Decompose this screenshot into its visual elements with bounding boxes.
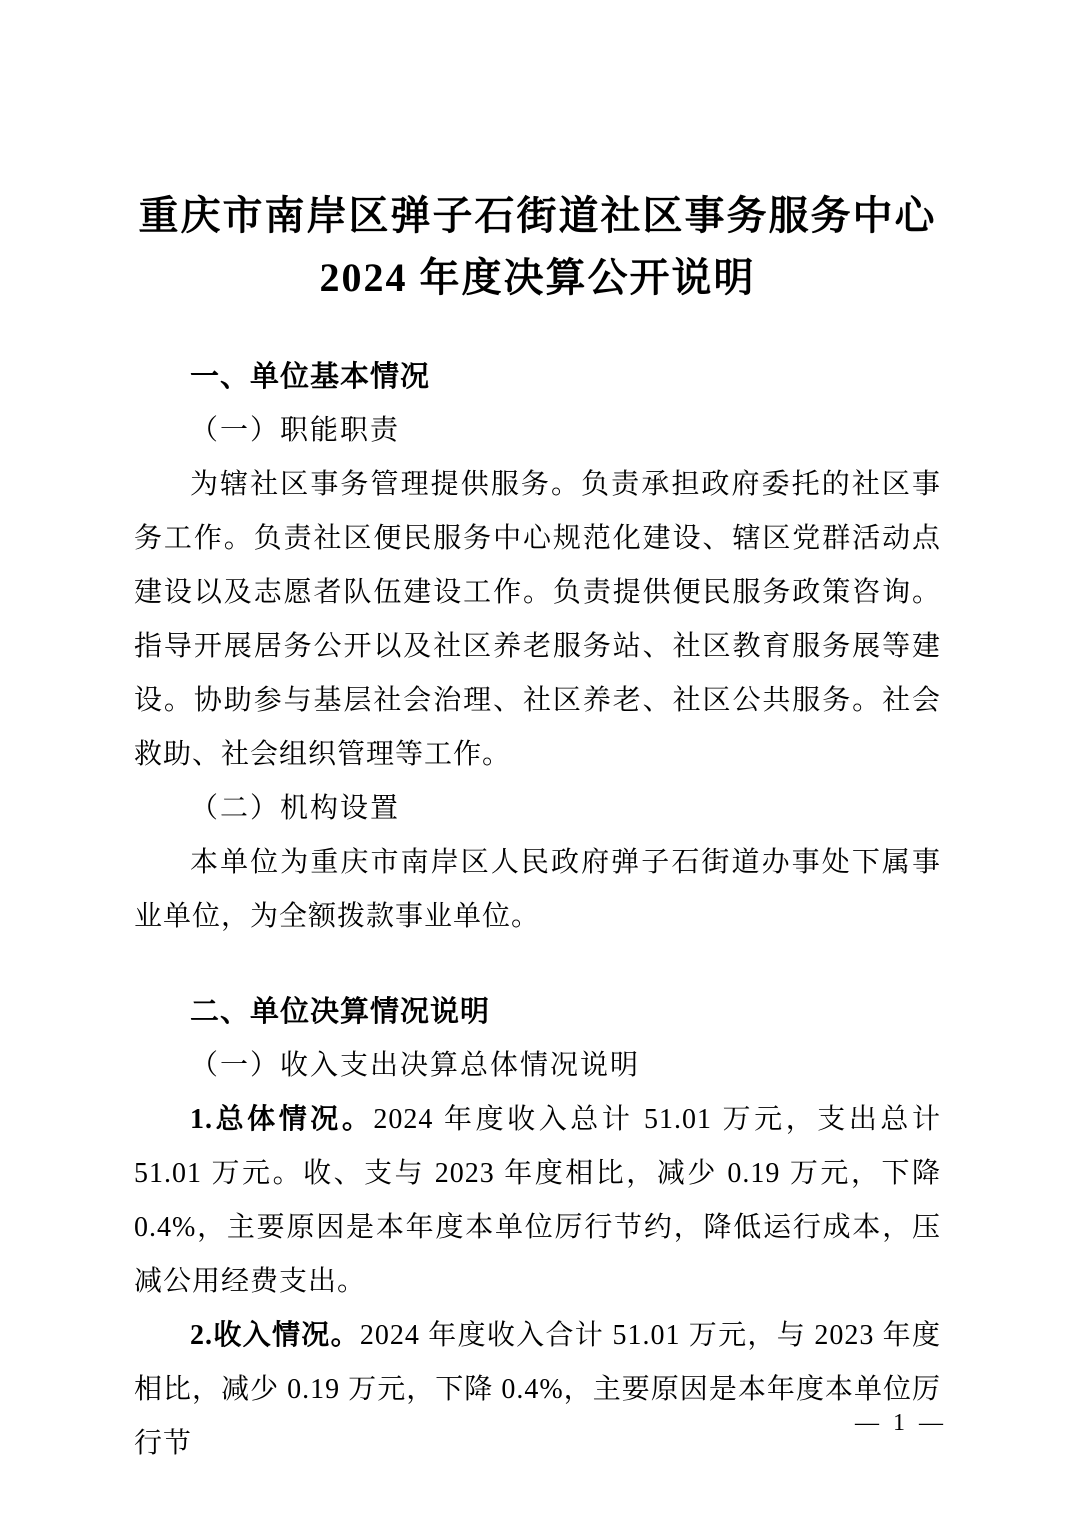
- document-title: [134, 185, 941, 309]
- paragraph-overall-situation: [134, 1093, 941, 1309]
- document-title-line2: 2024 年度决算公开说明: [319, 255, 756, 300]
- section-2-1-heading: （一）收入支出决算总体情况说明: [190, 1050, 641, 1081]
- document-title-line1: 重庆市南岸区弹子石街道社区事务服务中心: [138, 193, 937, 238]
- paragraph-overall-situation-text: 2024 年度收入总计 51.01 万元，支出总计 51.01 万元。收、支与 2023 年度相比，减少 0.19 万元，下降 0.4%，主要原因是本年度本单位厉行节约，降低运行成本，压减公用经费支出。: [134, 1104, 941, 1297]
- paragraph-organization: 本单位为重庆市南岸区人民政府弹子石街道办事处下属事业单位，为全额拨款事业单位。: [134, 847, 941, 932]
- page-number: — 1 —: [855, 1410, 947, 1436]
- section-1-heading: 一、单位基本情况: [190, 361, 431, 393]
- paragraph-overall-situation-label: 1.总体情况。: [190, 1104, 374, 1135]
- section-1-2-heading: （二）机构设置: [190, 793, 401, 824]
- paragraph-income-situation-label: 2.收入情况。: [190, 1320, 360, 1351]
- paragraph-duties: 为辖社区事务管理提供服务。负责承担政府委托的社区事务工作。负责社区便民服务中心规范化建设、辖区党群活动点建设以及志愿者队伍建设工作。负责提供便民服务政策咨询。指导开展居务公开以及社区养老服务站、社区教育服务展等建设。协助参与基层社会治理、社区养老、社区公共服务。社会救助、社会组织管理等工作。: [134, 469, 941, 770]
- section-1-1-heading: （一）职能职责: [190, 415, 401, 446]
- paragraph-income-situation: [134, 1309, 941, 1471]
- section-2-heading: 二、单位决算情况说明: [190, 996, 491, 1028]
- document-content: [134, 0, 941, 1471]
- paragraph-income-situation-text: 2024 年度收入合计 51.01 万元，与 2023 年度相比，减少 0.19 万元，下降 0.4%，主要原因是本年度本单位厉行节: [134, 1320, 941, 1459]
